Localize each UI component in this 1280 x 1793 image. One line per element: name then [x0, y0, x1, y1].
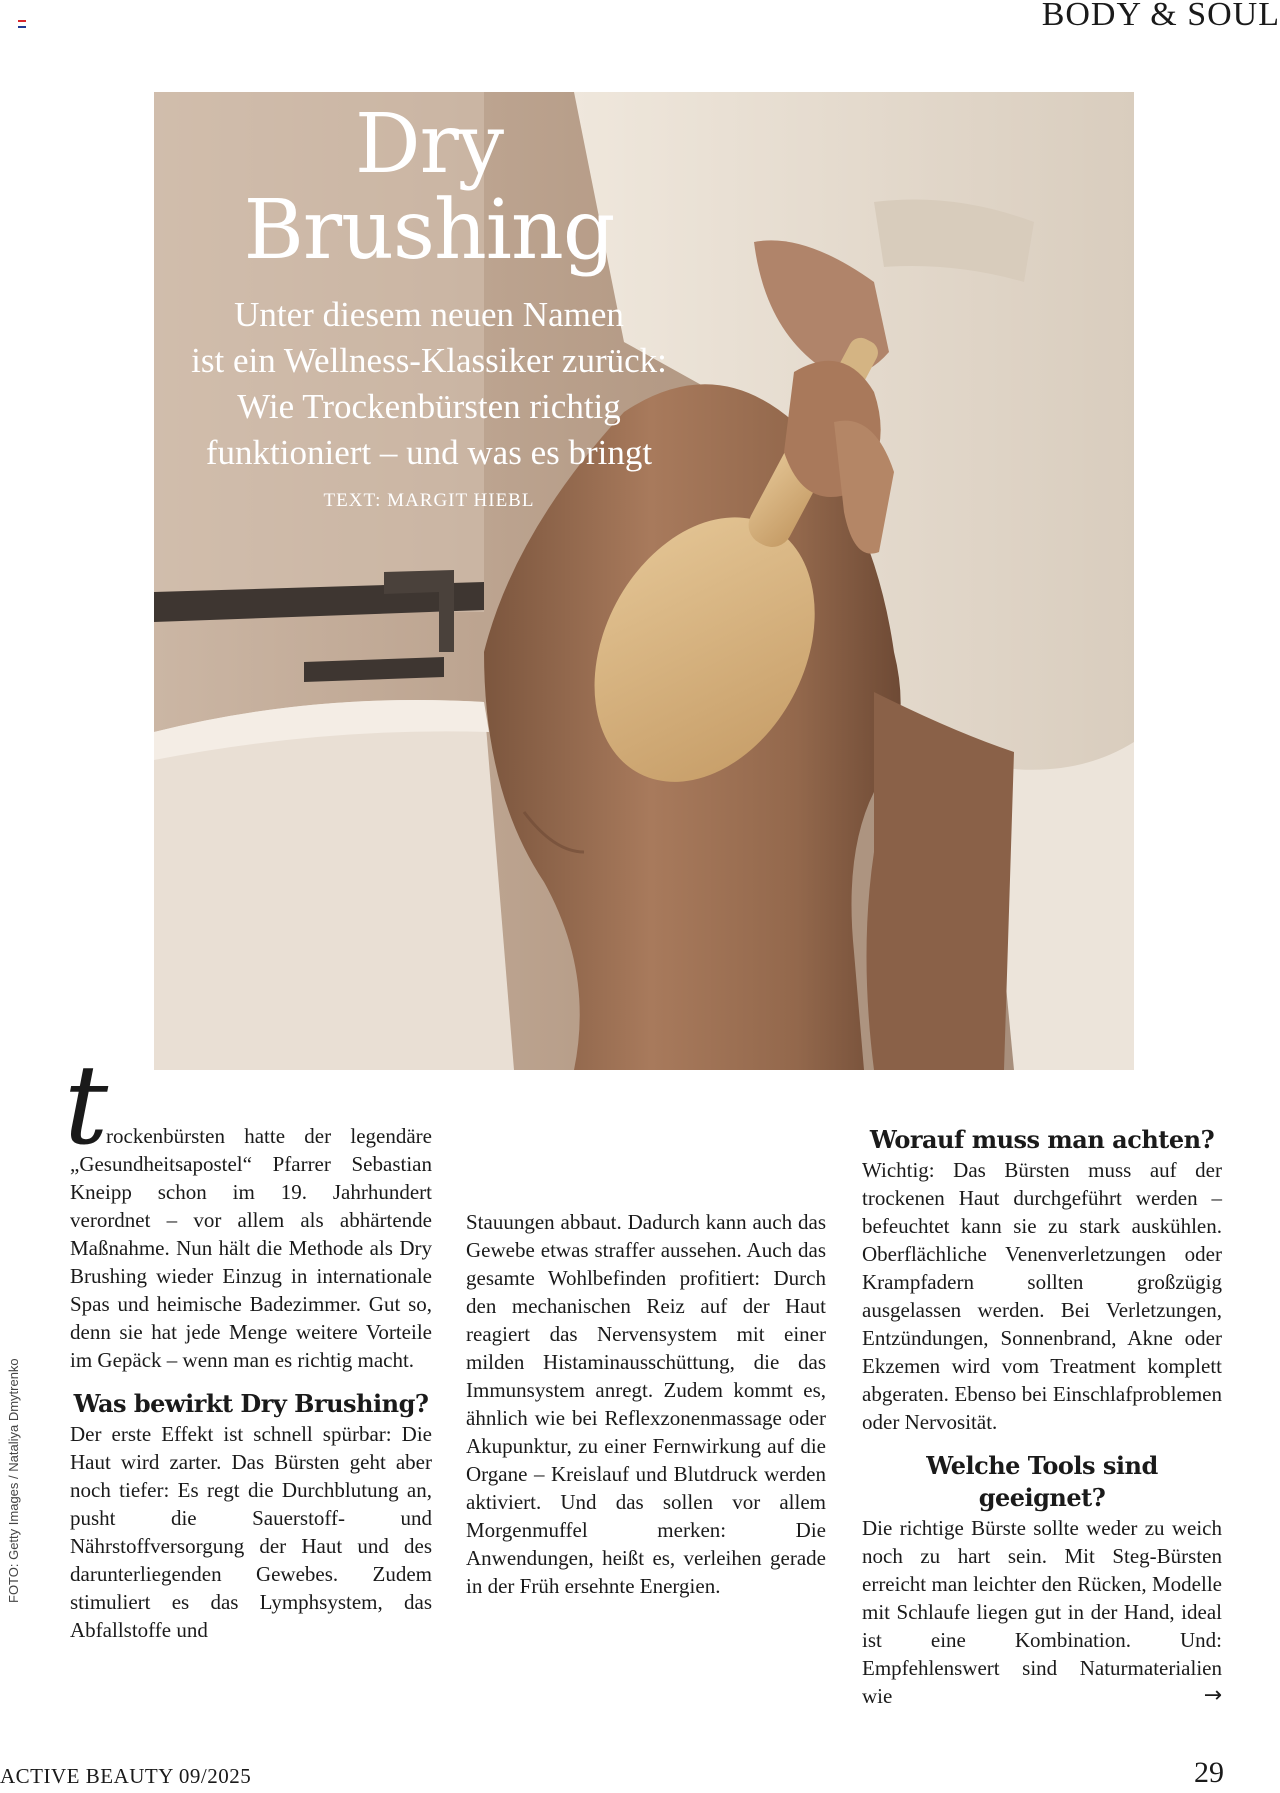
paragraph-caution: Wichtig: Das Bürsten muss auf der trockenen Haut durchgeführt werden – befeuchtet kann sie zu stark auskühlen. Oberflächliche Venenverletzungen oder Krampfadern sollten großzügig ausgelassen werden. Bei Verletzungen, Entzündungen, Sonnenbrand, Akne oder Ekzemen wird vom Treatment komplett abgeraten. Ebenso bei Einschlafproblemen oder Nervosität. [862, 1158, 1222, 1434]
page-number: 29 [1194, 1756, 1224, 1789]
section-title: BODY & SOUL [1041, 0, 1280, 33]
continue-arrow-icon: → [1203, 1683, 1222, 1708]
photo-credit: FOTO: Getty Images / Nataliya Dmytrenko [6, 1358, 21, 1603]
subheadline-line: ist ein Wellness-Klassiker zurück: [191, 341, 667, 380]
article-column-2 [466, 1208, 826, 1600]
subheadline-line: Unter diesem neuen Namen [234, 295, 624, 334]
article-column-3 [862, 1124, 1222, 1710]
magazine-issue: ACTIVE BEAUTY 09/2025 [0, 1764, 252, 1788]
paragraph-tools-text: Die richtige Bürste sollte weder zu weich noch zu hart sein. Mit Steg-Bürsten erreicht man leichter den Rücken, Modelle mit Schlaufe liegen gut in der Hand, ideal ist eine Kombination. Und: Empfehlenswert sind Naturmaterialien wie [862, 1516, 1222, 1708]
paragraph-continued: Stauungen abbaut. Dadurch kann auch das Gewebe etwas straffer aussehen. Auch das gesamte Wohlbefinden profitiert: Durch den mechanischen Reiz auf der Haut reagiert das Nervensystem mit einer milden Histaminausschüttung, die das Immunsystem anregt. Zudem kommt es, ähnlich wie bei Reflexzonenmassage oder Akupunktur, zu einer Fernwirkung auf die Organe – Kreislauf und Blutdruck werden aktiviert. Und das sollen vor allem Morgenmuffel merken: Die Anwendungen, heißt es, verleihen gerade in der Früh ersehnte Energien. [466, 1210, 826, 1598]
headline [154, 97, 704, 278]
flag-icon [18, 20, 26, 28]
paragraph-tools [862, 1514, 1222, 1710]
subheadline-line: funktioniert – und was es bringt [205, 433, 653, 472]
headline-line-1: Dry [354, 97, 504, 192]
subheading-effect: Was bewirkt Dry Brushing? [73, 1389, 429, 1418]
drop-cap: t [64, 1041, 109, 1169]
subheadline-line: Wie Trockenbürsten richtig [237, 387, 621, 426]
subheadline [154, 292, 704, 476]
subheading-tools: Welche Tools sind geeignet? [926, 1451, 1158, 1512]
intro-paragraph: rockenbürsten hatte der legendäre „Gesundheitsapostel“ Pfarrer Sebastian Kneipp schon im 19. Jahrhundert verordnet – vor allem als abhärtende Maßnahme. Nun hält die Methode als Dry Brushing wieder Einzug in internationale Spas und heimische Badezimmer. Gut so, denn sie hat jede Menge weitere Vorteile im Gepäck – wenn man es richtig macht. [70, 1124, 432, 1372]
headline-line-2: Brushing [243, 183, 615, 278]
article-column-1 [70, 1122, 432, 1644]
subheading-caution: Worauf muss man achten? [869, 1125, 1215, 1154]
paragraph-effect: Der erste Effekt ist schnell spürbar: Die Haut wird zarter. Das Bürsten geht aber noch tiefer: Es regt die Durchblutung an, pusht die Sauerstoff- und Nährstoffversorgung der Haut und des darunterliegenden Gewebes. Zudem stimuliert es das Lymphsystem, das Abfallstoffe und [70, 1422, 432, 1642]
author-credit: TEXT: MARGIT HIEBL [323, 490, 535, 511]
